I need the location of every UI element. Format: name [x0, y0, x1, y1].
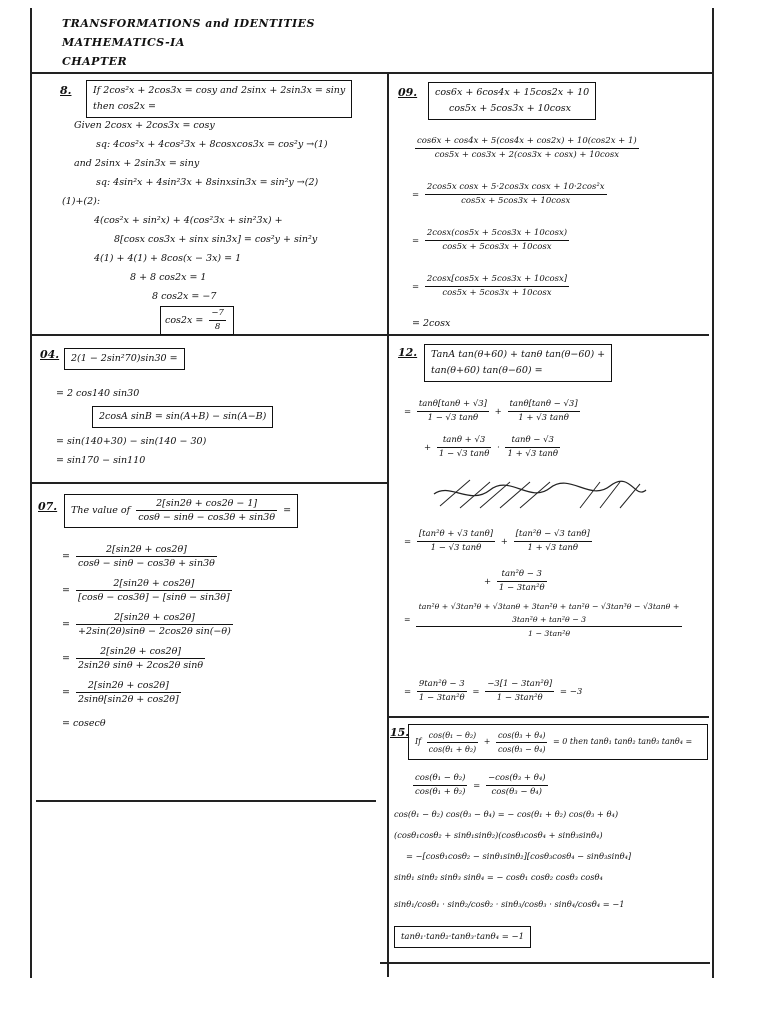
- question-box: [64, 348, 185, 370]
- solution-line: 4(cos²x + sin²x) + 4(cos²3x + sin²3x) +: [94, 215, 283, 226]
- question-box: [64, 494, 298, 528]
- solution-step: = $\frac{\text{2cos5x cosx + 5·2cos3x cosx + 10·2cos²x}}{\cos 5x + 5\cos 3x + 10\cos x}$: [412, 182, 605, 206]
- answer: = cosecθ: [62, 718, 106, 729]
- solution-step: = $\frac{2[\sin 2\theta + \cos 2\theta]}{2\sin\theta[\sin 2\theta + \cos 2\theta]}$: [62, 680, 179, 705]
- solution-steps: [56, 432, 206, 470]
- question-text: =: [283, 505, 292, 516]
- question-text: The value of: [71, 505, 131, 516]
- answer: = 2cosx: [412, 318, 451, 329]
- question-box: [428, 82, 596, 120]
- solution-steps: [62, 116, 328, 306]
- expanded-denominator: 1 − 3tan²θ: [527, 629, 571, 638]
- solution-step: = $\frac{2\cos x[\cos 5x + 5\cos 3x + 10\cos x]}{\cos 5x + 5\cos 3x + 10\cos x}$: [412, 274, 568, 298]
- solution-steps: [394, 804, 631, 915]
- answer-numerator: −7: [209, 307, 226, 321]
- right-divider-3: [380, 962, 710, 964]
- question-number: 09.: [398, 86, 418, 99]
- question-numerator: 2[sin2θ + cos2θ − 1]: [136, 497, 277, 511]
- question-text: If 2cos²x + 2cos3x = cosy and 2sinx + 2sin3x = siny: [93, 85, 346, 96]
- solution-step: = $\frac{\tan\theta[\tan\theta + √3]}{1 - √3 \tan\theta}$ + $\frac{\tan\theta[\tan\theta - √3]}{1 + √3 \tan\theta}$: [404, 399, 578, 423]
- solution-line: (1)+(2):: [62, 196, 101, 207]
- document-header: [62, 14, 315, 71]
- solution-step: $\frac{\text{cos(θ₁ − θ₂)}}{\text{cos(θ₁ + θ₂)}}$ = $\frac{\text{−cos(θ₃ + θ₄)}}{\text{cos(θ₃ − θ₄)}}$: [415, 773, 546, 797]
- crossed-out-work: [430, 476, 650, 512]
- expanded-step: = tan²θ + √3tan³θ + √3tanθ + 3tan²θ + tan²θ − √3tan³θ − √3tanθ + 3tan²θ + tan²θ − 3 1 − 3tan²θ: [404, 600, 685, 640]
- header-divider: [30, 72, 712, 74]
- solution-line: 8 cos2x = −7: [152, 291, 217, 302]
- solution-step: = $\frac{2[\sin 2\theta + \cos 2\theta]}{\cos\theta - \sin\theta - \cos 3\theta + \sin 3\theta}$: [62, 544, 215, 569]
- solution-steps: [404, 394, 583, 466]
- question-text: then cos2x =: [93, 101, 156, 112]
- expanded-numerator: tan²θ + √3tan³θ + √3tanθ + 3tan²θ + tan²θ − √3tan³θ − √3tanθ + 3tan²θ + tan²θ − 3: [416, 600, 682, 627]
- header-title: TRANSFORMATIONS and IDENTITIES: [62, 17, 316, 30]
- solution-steps: [412, 126, 642, 338]
- solution-line: sq: 4sin²x + 4sin²3x + 8sinxsin3x = sin²y →(2): [96, 177, 319, 188]
- formula-box: [92, 406, 273, 428]
- question-text: 2(1 − 2sin²70)sin30 =: [71, 353, 178, 364]
- question-number: 12.: [398, 346, 418, 359]
- answer: [160, 306, 234, 335]
- header-chapter: CHAPTER: [62, 55, 128, 68]
- column-divider: [387, 72, 389, 977]
- solution-line: = sin170 − sin110: [56, 455, 146, 466]
- solution-steps: [62, 540, 236, 738]
- question-number: 8.: [60, 84, 72, 97]
- question-text: tan(θ+60) tan(θ−60) =: [431, 365, 543, 376]
- answer-denominator: 8: [214, 322, 221, 332]
- solution-line: Given 2cosx + 2cos3x = cosy: [74, 120, 215, 131]
- answer-label: cos2x =: [165, 315, 207, 326]
- solution-step: = $\frac{2[\sin 2\theta + \cos 2\theta]}{\text{2sin2θ sinθ + 2cos2θ sinθ}}$: [62, 646, 204, 671]
- answer-box: [394, 926, 531, 948]
- left-divider-2: [30, 482, 387, 484]
- left-divider-3: [36, 800, 376, 802]
- solution-step: = $\frac{2[\sin 2\theta + \cos 2\theta]}{[\cos\theta - \cos 3\theta] - [\sin\theta - \sin 3\theta]}$: [62, 578, 230, 603]
- solution-steps: [56, 384, 139, 403]
- solution-steps: [404, 522, 595, 602]
- solution-line: = −[cosθ₁cosθ₂ − sinθ₁sinθ₂][cosθ₃cosθ₄ − sinθ₃sinθ₄]: [406, 851, 632, 861]
- solution-line: 8[cosx cos3x + sinx sin3x] = cos²y + sin²y: [114, 234, 318, 245]
- question-denominator: cosθ − sinθ − cos3θ + sin3θ: [138, 512, 276, 523]
- question-number: 15.: [390, 726, 410, 739]
- solution-line: sinθ₁ sinθ₂ sinθ₃ sinθ₄ = − cosθ₁ cosθ₂ cosθ₃ cosθ₄: [394, 872, 603, 882]
- answer: tanθ₁·tanθ₂·tanθ₃·tanθ₄ = −1: [401, 932, 525, 942]
- solution-step: + $\frac{\tan\theta + √3}{1 - √3 \tan\theta}$ · $\frac{\tan\theta - √3}{1 + √3 \tan\theta}$: [424, 435, 559, 459]
- question-text: cos5x + 5cos3x + 10cosx: [449, 103, 572, 114]
- question-text: TanA tan(θ+60) + tanθ tan(θ−60) +: [431, 349, 606, 360]
- header-subject: MATHEMATICS-IA: [62, 36, 185, 49]
- solution-line: 4(1) + 4(1) + 8cos(x − 3x) = 1: [94, 253, 242, 264]
- question-text: cos6x + 6cos4x + 15cos2x + 10: [435, 87, 590, 98]
- right-divider-2: [389, 716, 709, 718]
- formula-text: 2cosA sinB = sin(A+B) − sin(A−B): [99, 411, 267, 422]
- final-step: = $\frac{\text{9tan²θ − 3}}{\text{1 − 3tan²θ}}$ = $\frac{\text{−3[1 − 3tan²θ]}}{\text{1 − 3tan²θ}}$ = −3: [404, 679, 583, 703]
- solution-line: sinθ₁/cosθ₁ · sinθ₂/cosθ₂ · sinθ₃/cosθ₃ · sinθ₄/cosθ₄ = −1: [394, 899, 625, 909]
- question-box: If $\frac{\text{cos(θ₁ − θ₂)}}{\text{cos(θ₁ + θ₂)}}$ + $\frac{\text{cos(θ₃ + θ₄)}}{\text{cos(θ₃ − θ₄)}}$ = 0 then tanθ₁ tanθ₂ tanθ₃ tanθ₄ =: [408, 724, 708, 760]
- solution-line: 8 + 8 cos2x = 1: [130, 272, 207, 283]
- solution-line: (cosθ₁cosθ₂ + sinθ₁sinθ₂)(cosθ₃cosθ₄ + sinθ₃sinθ₄): [394, 830, 603, 840]
- solution-line: and 2sinx + 2sin3x = siny: [74, 158, 200, 169]
- solution-step: + $\frac{\text{tan²θ − 3}}{\text{1 − 3tan²θ}}$: [484, 569, 545, 593]
- solution-line: cos(θ₁ − θ₂) cos(θ₃ − θ₄) = − cos(θ₁ + θ₂) cos(θ₃ + θ₄): [394, 809, 619, 819]
- solution-step: = $\frac{2[\sin 2\theta + \cos 2\theta]}{\text{+2sin(2θ)sinθ − 2cos2θ sin(−θ)}}$: [62, 612, 231, 637]
- question-number: 04.: [40, 348, 60, 361]
- solution-step: = $\frac{\text{[tan²θ + √3 tanθ]}}{1 - √3 \tan\theta}$ + $\frac{\text{[tan²θ − √3 tanθ]}}{1 + √3 \tan\theta}$: [404, 529, 590, 553]
- solution-step: = $\frac{2\cos x(\cos 5x + 5\cos 3x + 10\cos x)}{\cos 5x + 5\cos 3x + 10\cos x}$: [412, 228, 568, 252]
- solution-line: = 2 cos140 sin30: [56, 388, 140, 399]
- question-number: 07.: [38, 500, 58, 513]
- question-box: [86, 80, 352, 118]
- question-box: [424, 344, 612, 382]
- solution-step: $\frac{\cos 6x + \cos 4x + 5(\cos 4x + \cos 2x) + 10(\cos 2x + 1)}{\cos 5x + \cos 3x + 2(\cos 3x + \cos x) + 10\cos x}$: [417, 136, 637, 160]
- solution-line: sq: 4cos²x + 4cos²3x + 8cosxcos3x = cos²y →(1): [96, 139, 328, 150]
- solution-line: = sin(140+30) − sin(140 − 30): [56, 436, 207, 447]
- answer: = −3: [559, 687, 583, 697]
